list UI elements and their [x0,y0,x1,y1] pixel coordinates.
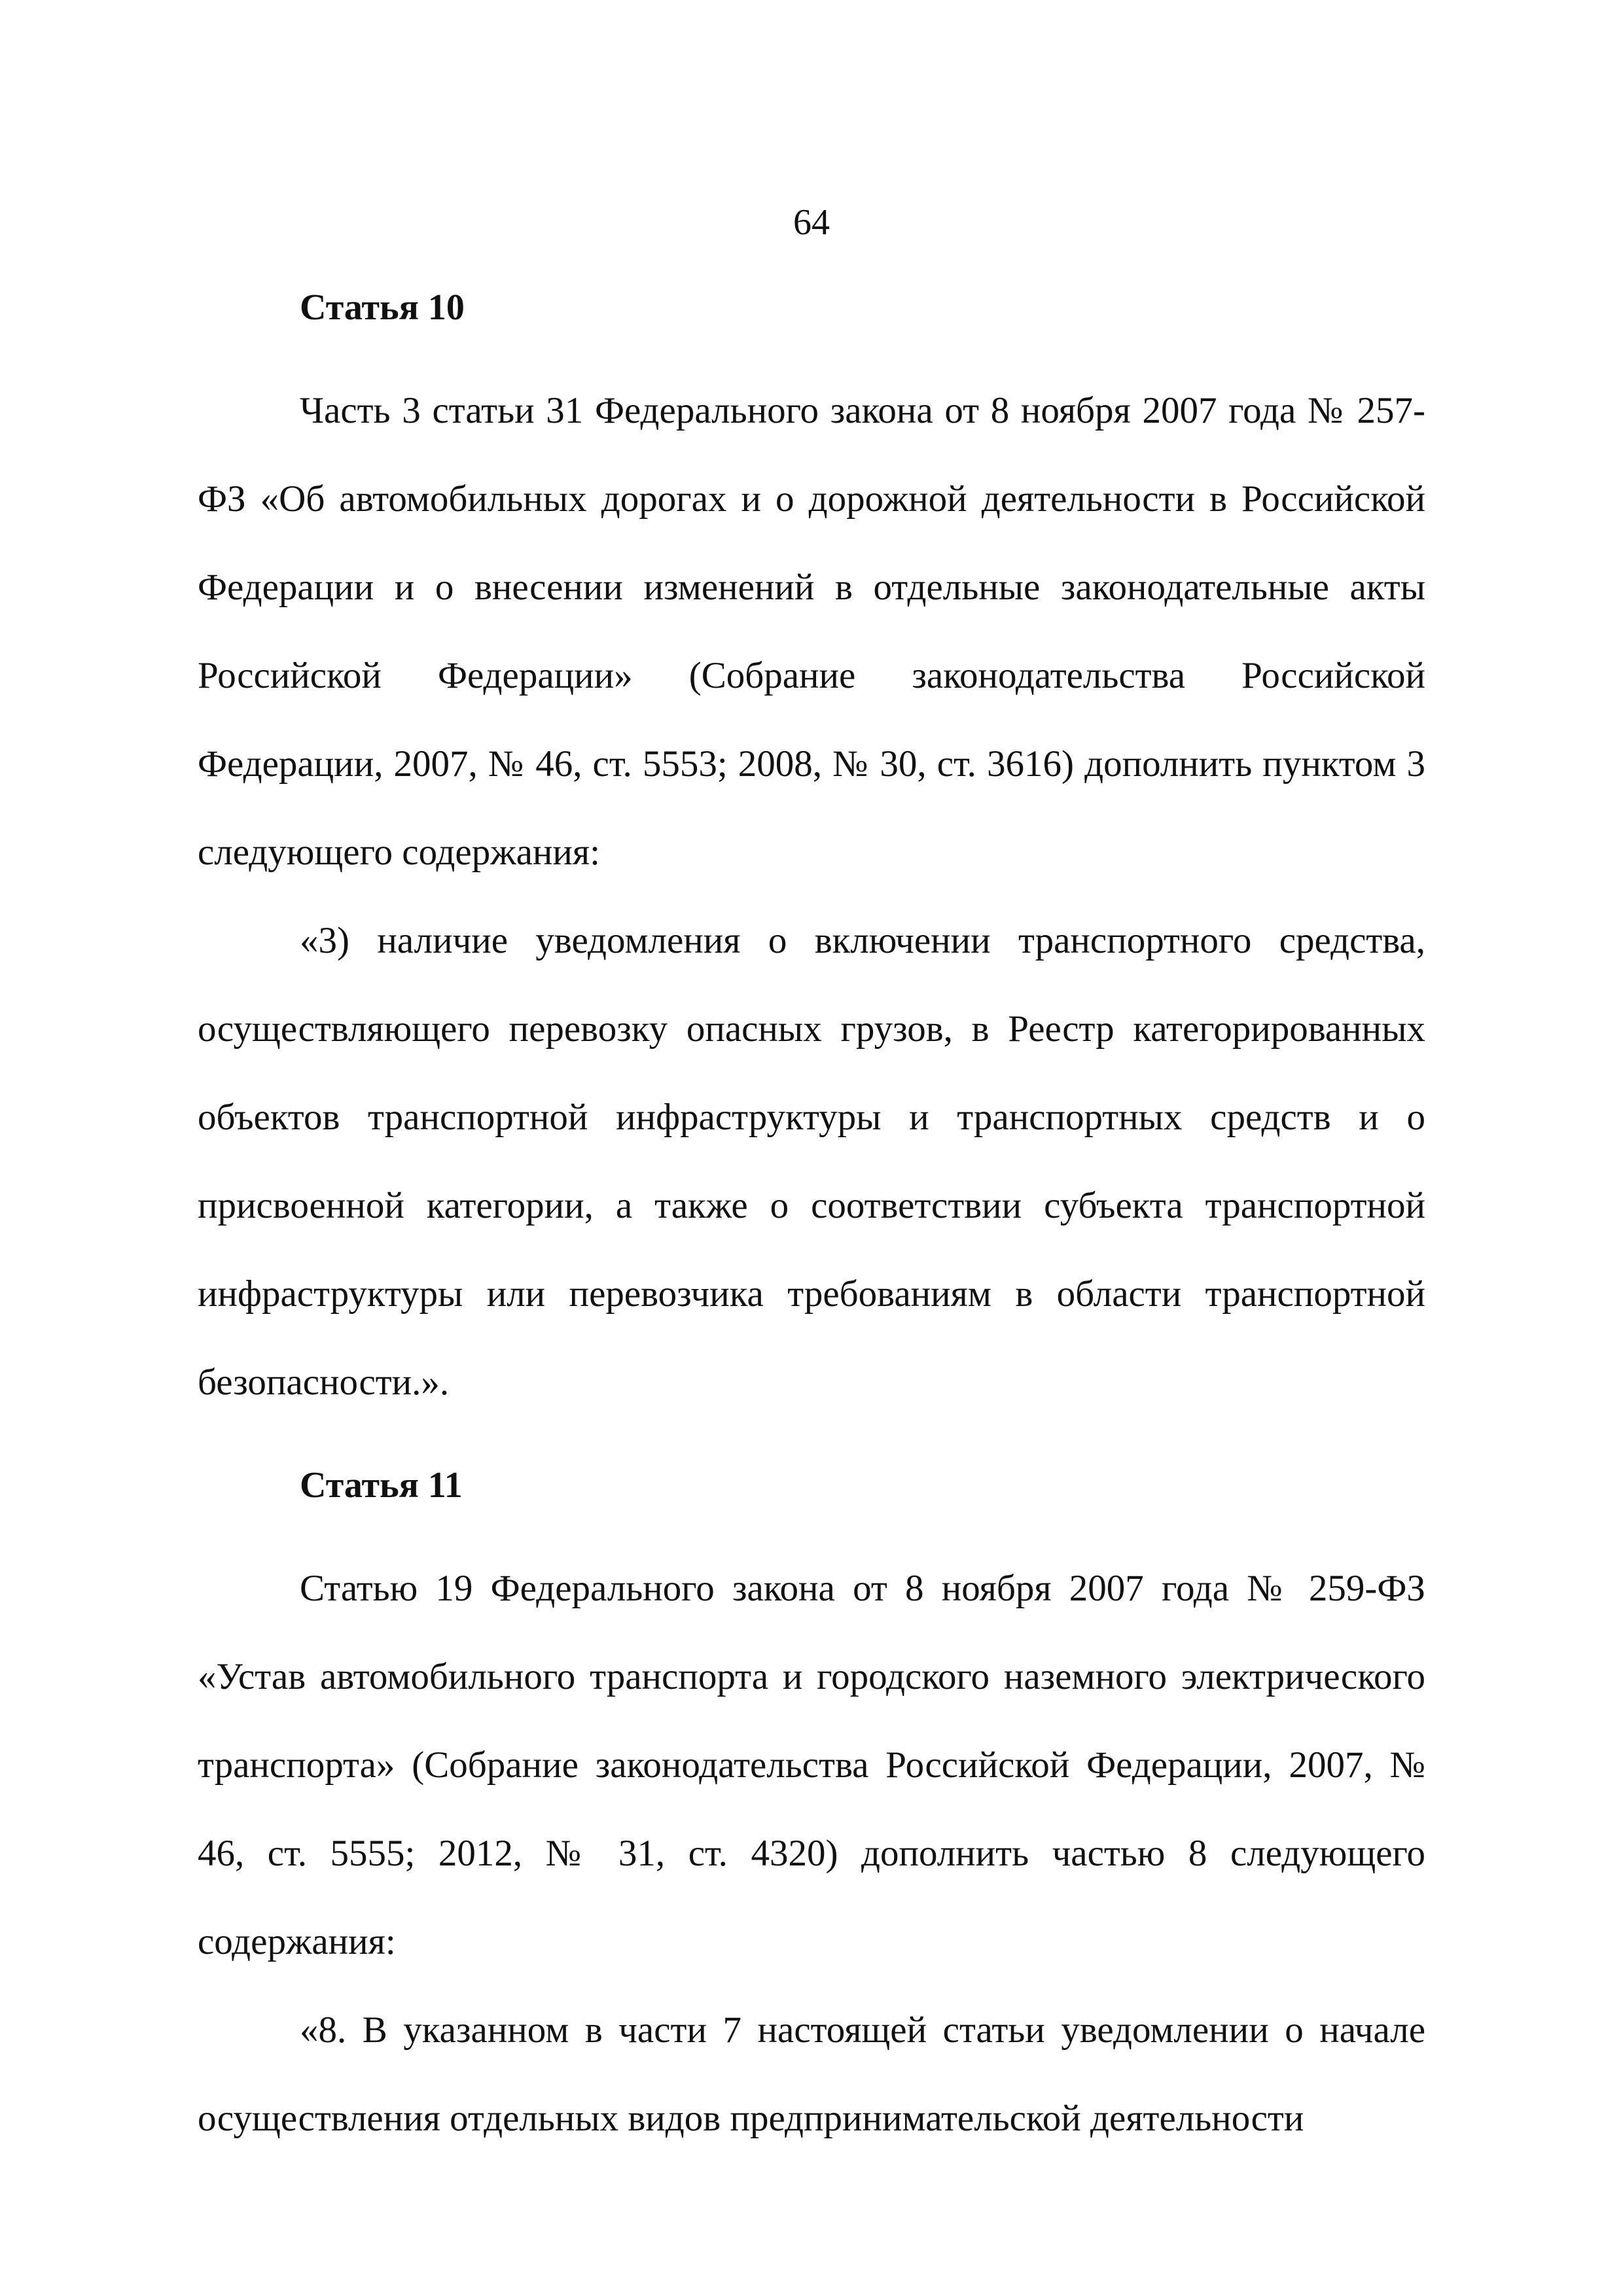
article-10-paragraph-2: «3) наличие уведомления о включении транспортного средства, осуществляющего перевозку опасных грузов, в Реестр категорированных объектов транспортной инфраструктуры и транспортных средств и о присвоенной категории, а также о соответствии субъекта транспортной инфраструктуры или перевозчика требованиям в области транспортной безопасности.». [198,920,1425,1403]
article-10-paragraph-1: Часть 3 статьи 31 Федерального закона от 8 ноября 2007 года № 257-ФЗ «Об автомобильных дорогах и о дорожной деятельности в Российской Федерации и о внесении изменений в отдельные законодательные акты Российской Федерации» (Собрание законодательства Российской Федерации, 2007, № 46, ст. 5553; 2008, № 30, ст. 3616) дополнить пунктом 3 следующего содержания: [198,390,1425,873]
document-body [198,281,1425,2163]
article-11-paragraph-1: Статью 19 Федерального закона от 8 ноября 2007 года № 259-ФЗ «Устав автомобильного транспорта и городского наземного электрического транспорта» (Собрание законодательства Российской Федерации, 2007, № 46, ст. 5555; 2012, № 31, ст. 4320) дополнить частью 8 следующего содержания: [198,1568,1425,1962]
article-11-heading: Статья 11 [300,1465,463,1506]
article-10-heading: Статья 10 [300,287,465,328]
article-11-paragraph-2: «8. В указанном в части 7 настоящей статьи уведомлении о начале осуществления отдельных видов предпринимательской деятельности [198,2009,1425,2139]
page-number: 64 [793,202,830,243]
